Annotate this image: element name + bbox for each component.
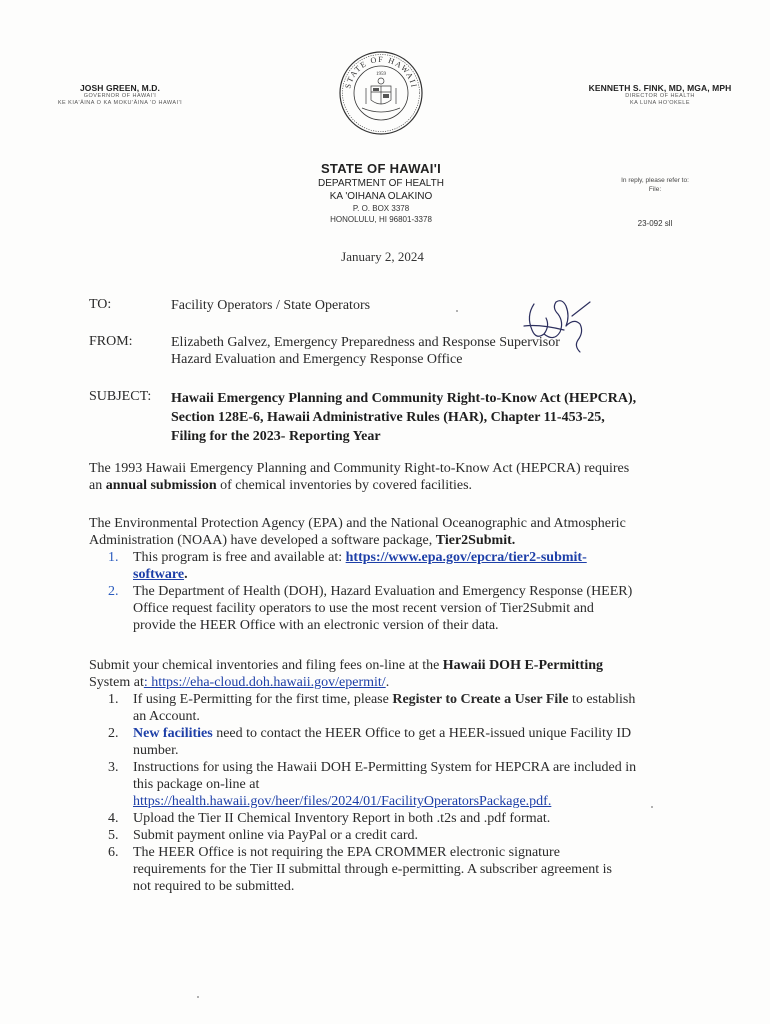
memo-date: January 2, 2024	[341, 249, 424, 264]
department-block	[250, 160, 512, 225]
epa-line-2: Administration (NOAA) have developed a software package, Tier2Submit.	[89, 533, 516, 548]
list-item: 1. If using E-Permitting for the first time, please Register to Create a User File to establish an Account.	[108, 692, 636, 724]
list-number: 2.	[108, 726, 119, 741]
list-number: 1.	[108, 550, 119, 565]
tier2-submit-link[interactable]: https://www.epa.gov/epcra/tier2-submit-	[345, 550, 587, 565]
list-number: 4.	[108, 811, 119, 826]
list-number: 6.	[108, 845, 119, 860]
subject-line-3: Filing for the 2023- Reporting Year	[171, 429, 381, 444]
to-label: TO:	[89, 297, 112, 312]
list-number: 2.	[108, 584, 119, 599]
seal-ring-text: STATE OF HAWAII	[343, 54, 419, 90]
subject-label: SUBJECT:	[89, 389, 152, 404]
state-seal-icon	[338, 50, 424, 136]
list-item: 2. New facilities need to contact the HEER Office to get a HEER-issued unique Facility ID number.	[108, 726, 632, 758]
signature-icon	[520, 296, 602, 358]
reply-reference	[605, 176, 705, 194]
list-item: 2. The Department of Health (DOH), Hazard Evaluation and Emergency Response (HEER) Office request facility operators to use the most recent version of Tier2Submit and provide the HEER Office with an electronic version of their data.	[108, 584, 633, 633]
from-line-2: Hazard Evaluation and Emergency Response Office	[171, 352, 463, 367]
list-item: 1. This program is free and available at: https://www.epa.gov/epcra/tier2-submit- software.	[108, 550, 587, 582]
list-item: 6. The HEER Office is not requiring the EPA CROMMER electronic signature requirements for the Tier II submittal through e-permitting. A subscriber agreement is not required to be submitted.	[108, 845, 613, 894]
department-name: DEPARTMENT OF HEALTH	[318, 178, 444, 189]
scan-speck	[651, 806, 653, 808]
list-item: 4. Upload the Tier II Chemical Inventory Report in both .t2s and .pdf format.	[108, 811, 551, 826]
city-address: HONOLULU, HI 96801-3378	[330, 215, 432, 224]
reply-line: In reply, please refer to:	[621, 177, 689, 184]
director-block	[575, 83, 745, 107]
submit-paragraph	[89, 657, 689, 691]
subject-line-1: Hawaii Emergency Planning and Community Right-to-Know Act (HEPCRA),	[171, 391, 637, 406]
director-title: DIRECTOR OF HEALTH	[625, 93, 695, 99]
department-name-hawaiian: KA 'OIHANA OLAKINO	[329, 191, 433, 202]
epa-list	[108, 549, 688, 634]
from-line-1: Elizabeth Galvez, Emergency Preparedness and Response Supervisor	[171, 335, 560, 350]
epa-paragraph	[89, 515, 689, 549]
from-value	[171, 334, 560, 368]
scan-speck	[197, 996, 199, 998]
list-item: 5. Submit payment online via PayPal or a credit card.	[108, 828, 418, 843]
list-number: 5.	[108, 828, 119, 843]
list-number: 3.	[108, 760, 119, 775]
subject-line-2: Section 128E-6, Hawaii Administrative Rules (HAR), Chapter 11-453-25,	[171, 410, 605, 425]
subject-value	[171, 389, 636, 446]
epermit-link[interactable]: : https://eha-cloud.doh.hawaii.gov/epermit/	[143, 675, 386, 690]
tier2-submit-link-cont[interactable]: software	[133, 567, 185, 582]
submit-list	[108, 691, 688, 895]
from-label: FROM:	[89, 334, 133, 349]
submit-line-1: Submit your chemical inventories and filing fees on-line at the Hawaii DOH E-Permitting	[89, 658, 603, 673]
governor-name: JOSH GREEN, M.D.	[79, 83, 160, 93]
submit-line-2: System at: https://eha-cloud.doh.hawaii.gov/epermit/.	[89, 675, 390, 690]
intro-line-1: The 1993 Hawaii Emergency Planning and Community Right-to-Know Act (HEPCRA) requires	[89, 461, 630, 476]
director-name: KENNETH S. FINK, MD, MGA, MPH	[588, 83, 732, 93]
intro-paragraph	[89, 460, 689, 494]
to-value: Facility Operators / State Operators	[171, 298, 371, 313]
governor-title: GOVERNOR OF HAWAI'I	[83, 93, 157, 99]
list-item: 3. Instructions for using the Hawaii DOH E-Permitting System for HEPCRA are included in this package on-line at https://health.hawaii.gov/heer/files/2024/01/FacilityOperatorsPackage.pdf.	[108, 760, 637, 809]
epa-line-1: The Environmental Protection Agency (EPA) and the National Oceanographic and Atmospheric	[89, 516, 626, 531]
state-name: STATE OF HAWAI'I	[320, 161, 442, 176]
file-label: File:	[648, 186, 662, 193]
director-title-hawaiian: KA LUNA HO'OKELE	[629, 100, 691, 106]
intro-line-2: an annual submission of chemical inventories by covered facilities.	[89, 478, 473, 493]
scan-speck	[456, 310, 458, 312]
list-number: 1.	[108, 692, 119, 707]
governor-block	[40, 83, 200, 107]
seal-year: 1959	[376, 72, 386, 77]
po-box: P. O. BOX 3378	[352, 204, 410, 213]
governor-title-hawaiian: KE KIA'ĀINA O KA MOKU'ĀINA 'O HAWAI'I	[57, 100, 183, 106]
facility-operators-package-link[interactable]: https://health.hawaii.gov/heer/files/2024/01/FacilityOperatorsPackage.pdf.	[133, 794, 552, 809]
file-reference-number: 23-092 sll	[637, 219, 673, 228]
